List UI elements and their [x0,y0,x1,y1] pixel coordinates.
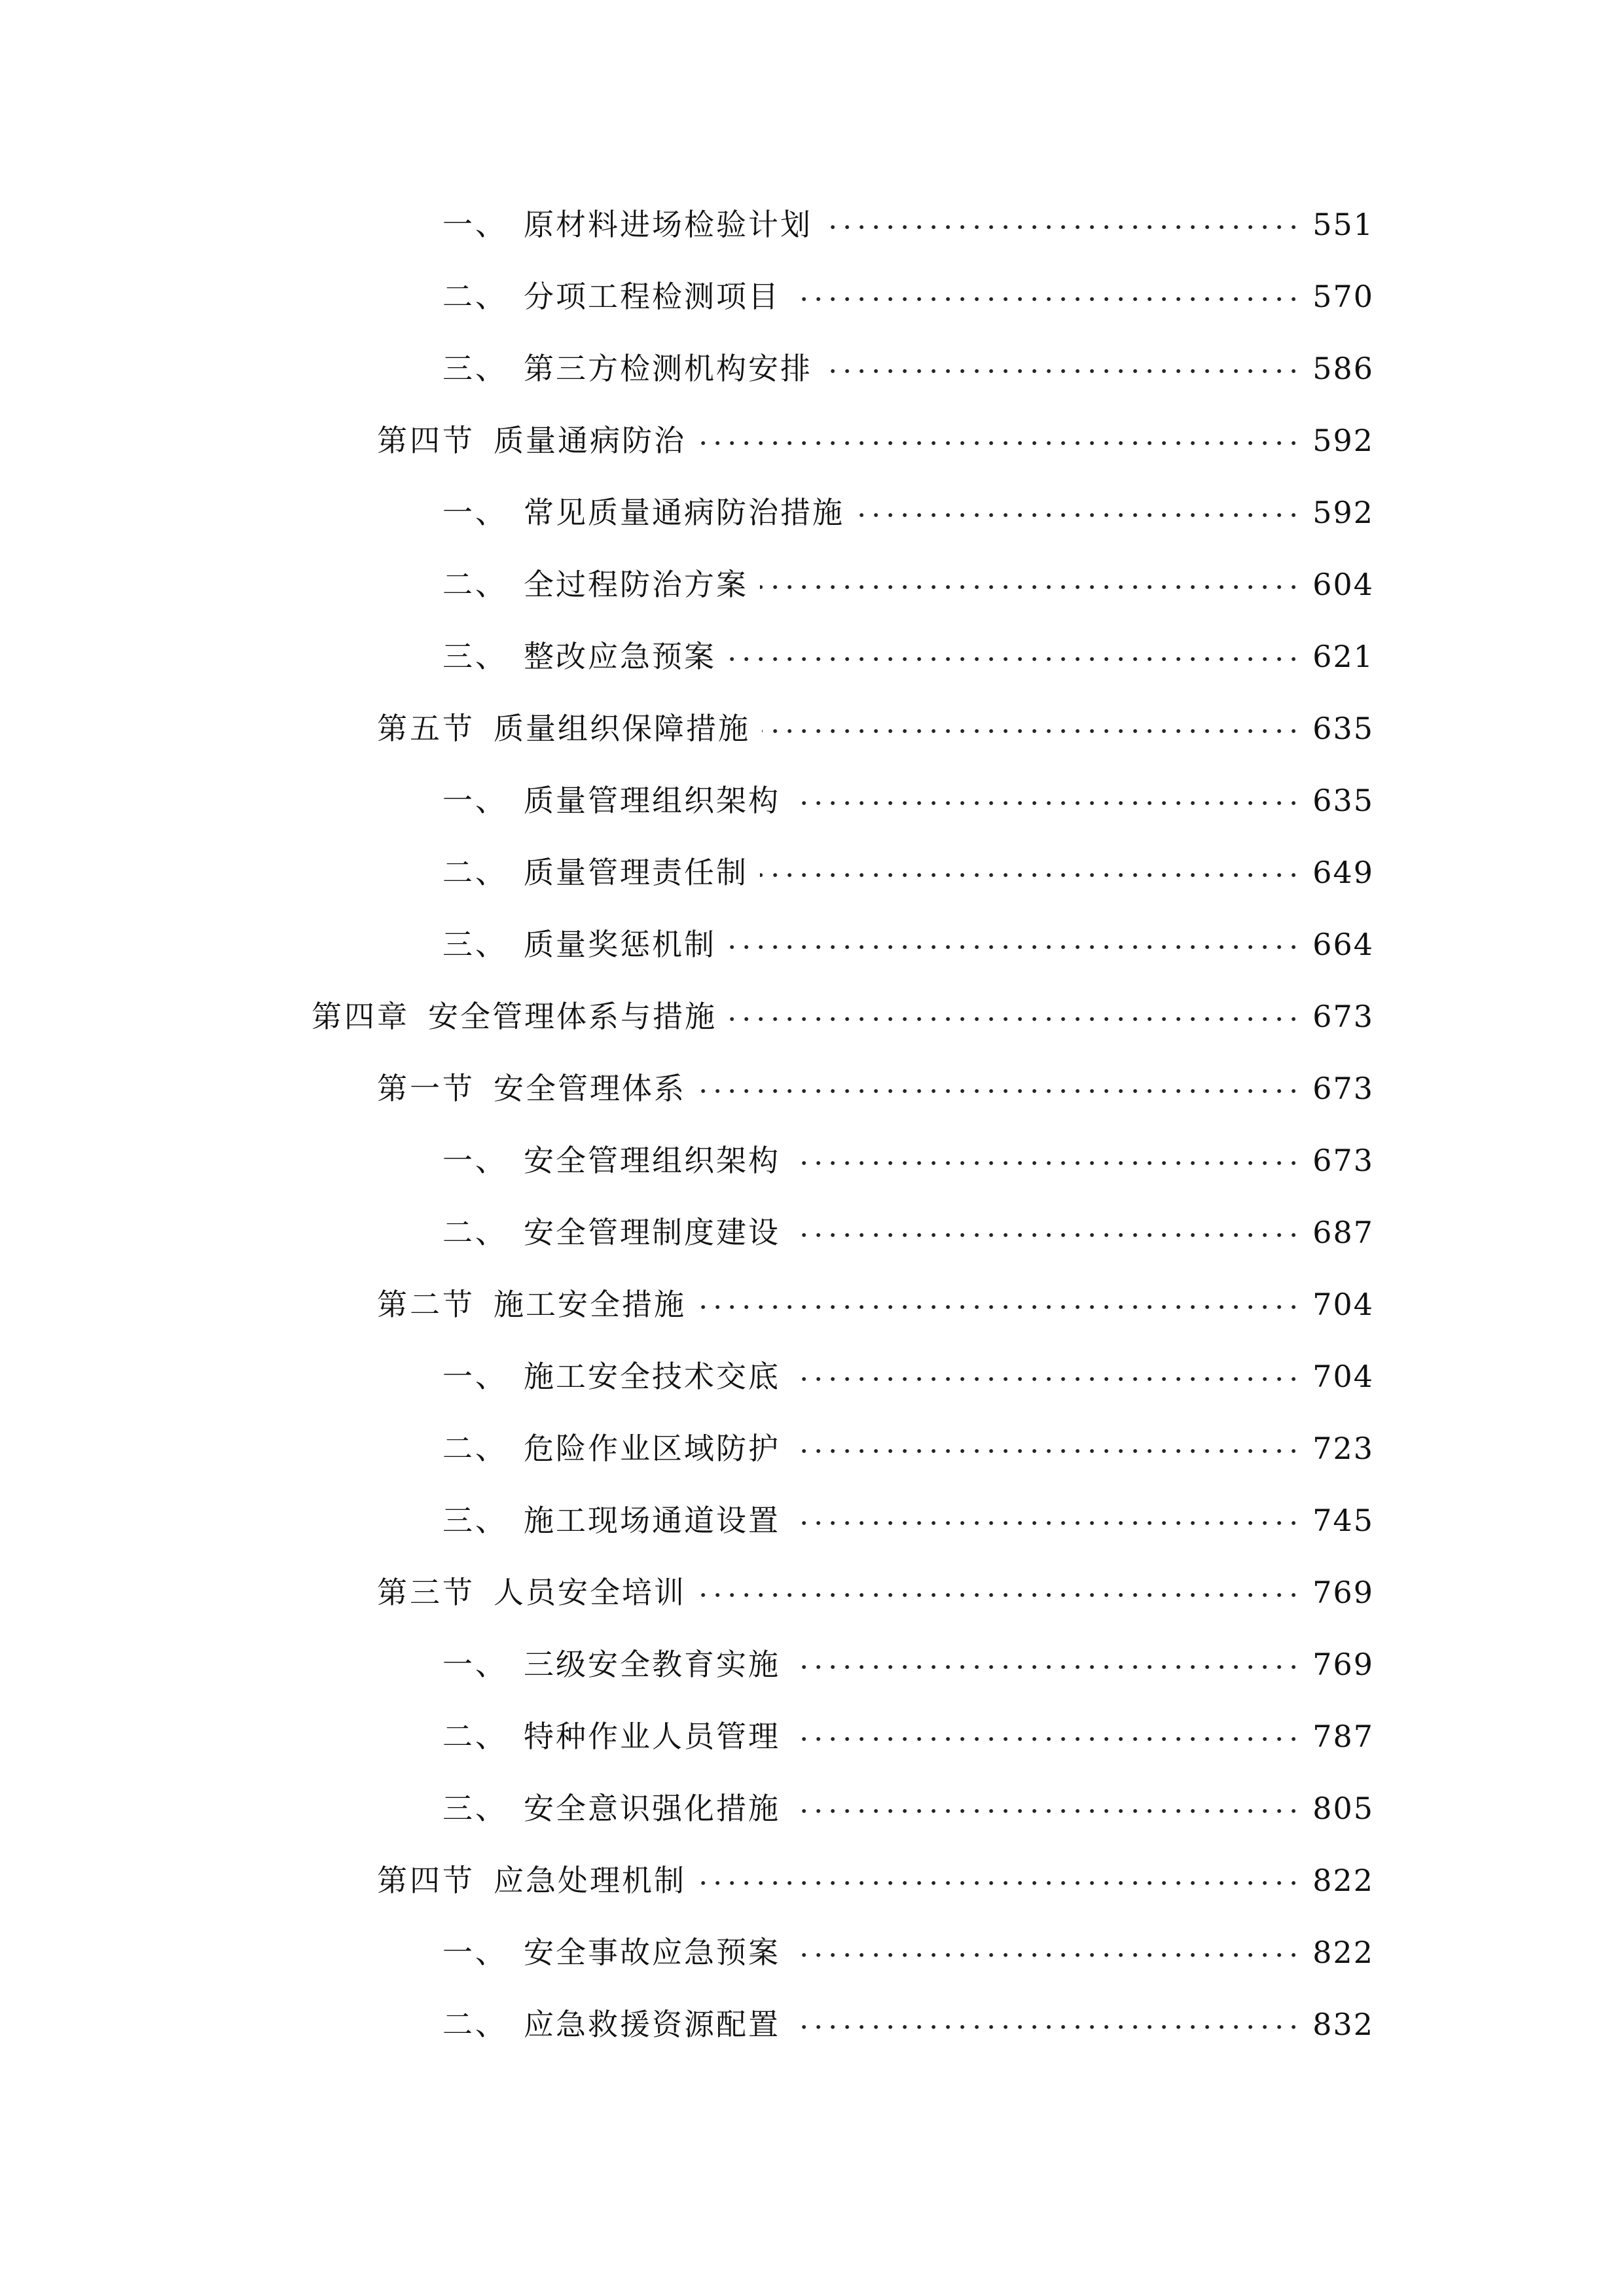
toc-page-number: 621 [1312,639,1374,674]
toc-entry-title: 质量通病防治 [494,423,686,458]
toc-page-number: 592 [1312,423,1374,458]
toc-entry-number: 一、 [442,1647,508,1682]
toc-entry[interactable] [0,404,1624,476]
dot-leader [760,860,1301,890]
toc-entry-number: 二、 [442,279,508,314]
toc-entry[interactable] [0,1268,1624,1340]
toc-page-number: 635 [1312,783,1374,818]
toc-entry-title: 第三方检测机构安排 [524,351,812,386]
toc-entry-title: 施工现场通道设置 [524,1503,780,1538]
dot-leader [792,1940,1301,1970]
toc-page-number: 649 [1312,855,1374,890]
toc-page-number: 664 [1312,927,1374,962]
toc-page-number: 673 [1312,999,1374,1034]
dot-leader [760,572,1301,602]
toc-entry-title: 特种作业人员管理 [524,1719,780,1754]
toc-entry-number: 三、 [442,351,508,386]
dot-leader [856,500,1301,530]
dot-leader [792,284,1301,314]
toc-entry[interactable] [0,764,1624,836]
toc-entry[interactable] [0,620,1624,692]
toc-entry[interactable] [0,1916,1624,1988]
toc-page-number: 551 [1312,207,1374,242]
toc-entry[interactable] [0,1484,1624,1556]
toc-entry-number: 第四节 [377,423,475,458]
toc-page-number: 704 [1312,1359,1374,1394]
toc-entry-title: 应急处理机制 [494,1863,686,1898]
toc-page-number: 687 [1312,1215,1374,1250]
toc-entry-title: 安全管理体系 [494,1071,686,1106]
dot-leader [792,788,1301,818]
toc-page-number: 673 [1312,1071,1374,1106]
dot-leader [792,1220,1301,1250]
toc-entry-number: 一、 [442,495,508,530]
toc-entry-title: 安全管理体系与措施 [428,999,717,1034]
toc-entry-number: 三、 [442,1503,508,1538]
toc-entry[interactable] [0,1988,1624,2060]
toc-page-number: 704 [1312,1287,1374,1322]
toc-entry-number: 第四章 [312,999,410,1034]
toc-entry[interactable] [0,188,1624,260]
toc-entry-number: 三、 [442,1791,508,1826]
toc-entry[interactable] [0,1412,1624,1484]
toc-entry[interactable] [0,1844,1624,1916]
dot-leader [698,428,1301,458]
toc-entry-title: 安全管理组织架构 [524,1143,780,1178]
toc-entry-number: 一、 [442,1143,508,1178]
toc-entry[interactable] [0,1196,1624,1268]
toc-entry-title: 危险作业区域防护 [524,1431,780,1466]
toc-entry[interactable] [0,476,1624,548]
dot-leader [792,1652,1301,1682]
toc-page-number: 805 [1312,1791,1374,1826]
toc-page-number: 673 [1312,1143,1374,1178]
toc-page-number: 604 [1312,567,1374,602]
toc-entry-title: 质量组织保障措施 [494,711,750,746]
toc-entry-number: 第一节 [377,1071,475,1106]
toc-page-number: 787 [1312,1719,1374,1754]
toc-entry-number: 二、 [442,1719,508,1754]
dot-leader [792,2012,1301,2042]
toc-entry-number: 第二节 [377,1287,475,1322]
toc-page-number: 769 [1312,1575,1374,1610]
toc-entry[interactable] [0,1700,1624,1772]
dot-leader [698,1580,1301,1610]
toc-entry-number: 三、 [442,927,508,962]
toc-entry-number: 二、 [442,1431,508,1466]
toc-entry-title: 施工安全措施 [494,1287,686,1322]
dot-leader [824,356,1301,386]
dot-leader [792,1724,1301,1754]
toc-entry-title: 原材料进场检验计划 [524,207,812,242]
toc-entry-title: 质量奖惩机制 [524,927,716,962]
toc-entry-number: 第五节 [377,711,475,746]
toc-page-number: 592 [1312,495,1374,530]
toc-entry[interactable] [0,260,1624,332]
toc-entry[interactable] [0,1556,1624,1628]
toc-page-number: 822 [1312,1863,1374,1898]
toc-page-number: 832 [1312,2007,1374,2042]
toc-entry[interactable] [0,1124,1624,1196]
toc-entry-title: 分项工程检测项目 [524,279,780,314]
toc-entry-title: 安全意识强化措施 [524,1791,780,1826]
toc-entry-number: 一、 [442,1935,508,1970]
toc-entry-title: 人员安全培训 [494,1575,686,1610]
toc-entry[interactable] [0,1628,1624,1700]
toc-page-number: 769 [1312,1647,1374,1682]
toc-entry-number: 二、 [442,567,508,602]
toc-entry-number: 二、 [442,855,508,890]
dot-leader [824,212,1301,242]
toc-entry-title: 安全管理制度建设 [524,1215,780,1250]
toc-entry[interactable] [0,1340,1624,1412]
toc-entry-number: 第四节 [377,1863,475,1898]
toc-entry[interactable] [0,692,1624,764]
toc-page-number: 822 [1312,1935,1374,1970]
dot-leader [792,1148,1301,1178]
toc-page-number: 745 [1312,1503,1374,1538]
toc-entry-title: 整改应急预案 [524,639,716,674]
toc-entry[interactable] [0,1772,1624,1844]
dot-leader [792,1508,1301,1538]
toc-entry[interactable] [0,836,1624,908]
toc-entry-number: 二、 [442,2007,508,2042]
toc-entry-number: 三、 [442,639,508,674]
toc-entry[interactable] [0,332,1624,404]
toc-entry-title: 安全事故应急预案 [524,1935,780,1970]
toc-entry-number: 第三节 [377,1575,475,1610]
toc-page-number: 635 [1312,711,1374,746]
dot-leader [792,1364,1301,1394]
dot-leader [728,932,1301,962]
toc-entry[interactable] [0,1052,1624,1124]
dot-leader [792,1796,1301,1826]
dot-leader [698,1868,1301,1898]
toc-entry-number: 一、 [442,1359,508,1394]
dot-leader [728,644,1301,674]
toc-page-number: 723 [1312,1431,1374,1466]
toc-entry[interactable] [0,980,1624,1052]
toc-entry-number: 一、 [442,207,508,242]
toc-page-number: 586 [1312,351,1374,386]
toc-entry-title: 三级安全教育实施 [524,1647,780,1682]
dot-leader [729,1004,1301,1034]
toc-entry-title: 常见质量通病防治措施 [524,495,844,530]
toc-entry[interactable] [0,548,1624,620]
dot-leader [698,1292,1301,1322]
toc-page-number: 570 [1312,279,1374,314]
toc-entry-title: 全过程防治方案 [524,567,748,602]
toc-entry-number: 一、 [442,783,508,818]
toc-entry-title: 质量管理责任制 [524,855,748,890]
dot-leader [698,1076,1301,1106]
toc-entry-title: 施工安全技术交底 [524,1359,780,1394]
dot-leader [792,1436,1301,1466]
dot-leader [762,716,1301,746]
toc-entry-title: 质量管理组织架构 [524,783,780,818]
toc-entry[interactable] [0,908,1624,980]
toc-entry-number: 二、 [442,1215,508,1250]
toc-entry-title: 应急救援资源配置 [524,2007,780,2042]
table-of-contents [0,188,1624,2060]
